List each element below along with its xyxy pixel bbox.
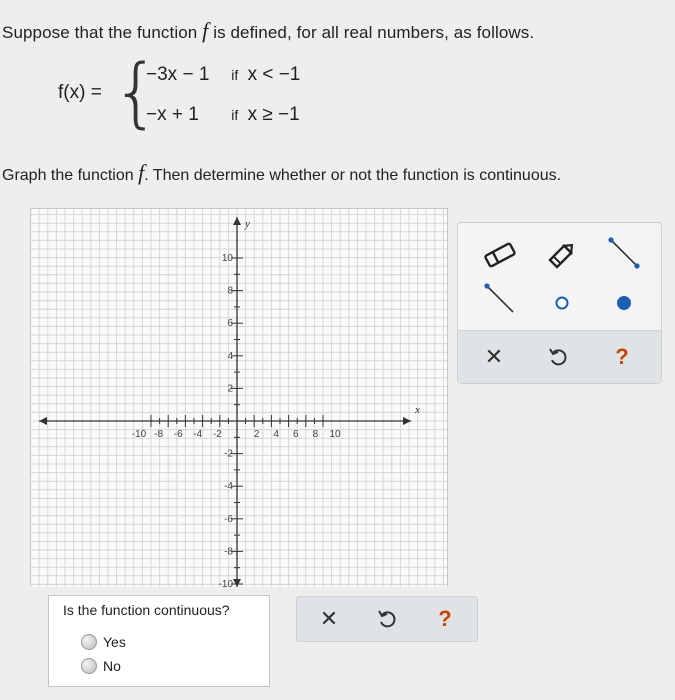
option-no[interactable] [81,658,121,674]
undo-icon [547,346,569,368]
y-tick-label: 6 [227,318,233,330]
x-tick-label: -10 [131,429,147,440]
help-button[interactable] [604,339,640,375]
function-symbol: f [202,18,209,43]
radio-no[interactable] [81,658,97,674]
case-2 [146,104,300,126]
case-1 [146,64,300,86]
y-tick-label: -8 [224,546,233,558]
pencil-icon[interactable] [544,237,580,273]
answer-help-button[interactable] [427,601,463,637]
open-circle-icon[interactable] [544,285,580,321]
y-tick-label: 8 [227,285,233,297]
radio-yes[interactable] [81,634,97,650]
option-no-label: No [103,658,121,674]
undo-icon [376,608,398,630]
case-1-condition: x < −1 [247,64,301,85]
left-brace: { [112,47,161,136]
piecewise-definition [58,47,358,138]
option-yes-label: Yes [103,634,126,650]
y-tick-label: -6 [224,513,233,525]
eraser-icon[interactable] [482,237,518,273]
y-axis-label: y [245,218,250,230]
closed-circle-icon[interactable] [606,285,642,321]
case-2-expression: −x + 1 [146,104,199,125]
x-tick-label: 8 [312,429,319,440]
ray-icon[interactable] [482,281,518,317]
x-axis-arrow-right [403,417,411,425]
y-axis-arrow-down [233,579,241,587]
instruction [2,160,561,186]
x-axis-label: x [415,404,420,416]
instruction-suffix: . Then determine whether or not the function is continuous. [144,167,562,184]
answer-clear-button[interactable] [311,601,347,637]
y-tick-label: 10 [221,253,233,264]
graph-canvas[interactable] [30,208,448,587]
instruction-function-symbol: f [138,160,145,185]
y-tick-label: -2 [224,448,233,460]
answer-toolbar [296,596,478,642]
case-2-condition: x ≥ −1 [247,104,300,125]
x-tick-label: -8 [154,429,164,440]
coordinate-plane[interactable] [31,209,447,587]
case-1-expression: −3x − 1 [146,64,210,85]
intro-suffix: is defined, for all real numbers, as follows. [213,23,535,42]
case-1-if: if [231,67,239,83]
close-icon: ✕ [319,606,339,631]
close-icon: ✕ [484,344,504,369]
graph-toolbox [457,222,662,384]
option-yes[interactable] [81,634,126,650]
continuity-question [48,595,270,687]
answer-undo-button[interactable] [369,601,405,637]
x-tick-label: 10 [329,429,341,440]
x-tick-label: 2 [253,429,260,440]
x-tick-label: 4 [273,429,279,440]
line-segment-icon[interactable] [606,235,642,271]
x-tick-label: -2 [212,429,222,440]
fx-label: f(x) = [58,82,102,103]
x-axis-arrow-left [39,417,47,425]
y-tick-label: -4 [224,481,233,493]
clear-button[interactable] [476,339,512,375]
help-icon: ? [438,606,452,631]
help-icon: ? [615,344,629,369]
case-2-if: if [231,107,239,123]
problem-statement [2,18,534,44]
undo-button[interactable] [540,339,576,375]
y-tick-label: 4 [227,350,233,362]
question-text: Is the function continuous? [63,602,230,618]
x-tick-label: -4 [193,429,203,440]
x-tick-label: 6 [293,429,299,440]
instruction-prefix: Graph the function [2,167,134,184]
x-tick-label: -6 [173,429,183,440]
y-tick-label: 2 [227,383,233,395]
y-tick-label: -10 [218,579,233,587]
intro-prefix: Suppose that the function [2,23,198,42]
y-axis-arrow-up [233,217,241,225]
